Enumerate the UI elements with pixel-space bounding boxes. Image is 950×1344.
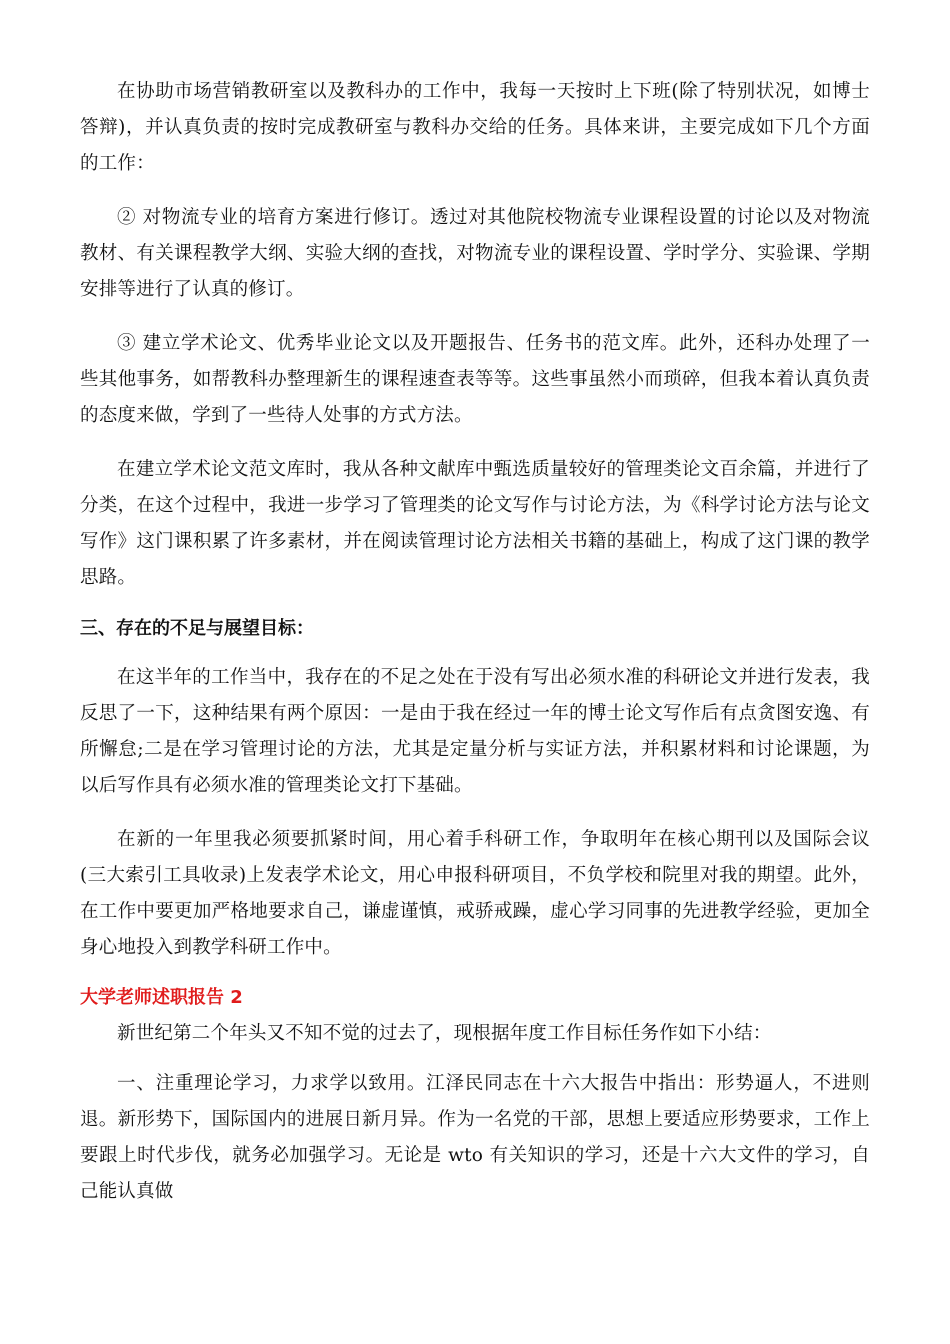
paragraph-outlook: 在新的一年里我必须要抓紧时间，用心着手科研工作，争取明年在核心期刊以及国际会议(三大索引工具收录)上发表学术论文，用心申报科研项目，不负学校和院里对我的期望。此外，在工作中要更加严格地要求自己，谦虚谨慎，戒骄戒躁，虚心学习同事的先进教学经验，更加全身心地投入到教学科研工作中。 [80,829,870,958]
paragraph-report2-intro: 新世纪第二个年头又不知不觉的过去了，现根据年度工作目标任务作如下小结： [117,1023,772,1044]
document-page [80,74,870,1228]
heading-shortcomings: 三、存在的不足与展望目标： [80,618,314,639]
paragraph-item-2: ② 对物流专业的培育方案进行修订。透过对其他院校物流专业课程设置的讨论以及对物流教材、有关课程教学大纲、实验大纲的查找，对物流专业的课程设置、学时学分、实验课、学期安排等进行了认真的修订。 [80,207,870,300]
section-title-report-2: 大学老师述职报告 2 [80,987,243,1008]
paragraph-library: 在建立学术论文范文库时，我从各种文献库中甄选质量较好的管理类论文百余篇，并进行了分类，在这个过程中，我进一步学习了管理类的论文写作与讨论方法，为《科学讨论方法与论文写作》这门课积累了许多素材，并在阅读管理讨论方法相关书籍的基础上，构成了这门课的教学思路。 [80,459,870,588]
paragraph-item-3: ③ 建立学术论文、优秀毕业论文以及开题报告、任务书的范文库。此外，还科办处理了一些其他事务，如帮教科办整理新生的课程速查表等等。这些事虽然小而琐碎，但我本着认真负责的态度来做，学到了一些待人处事的方式方法。 [80,333,870,426]
paragraph-report2-theory: 一、注重理论学习，力求学以致用。江泽民同志在十六大报告中指出：形势逼人，不进则退。新形势下，国际国内的进展日新月异。作为一名党的干部，思想上要适应形势要求，工作上要跟上时代步伐，就务必加强学习。无论是 wto 有关知识的学习，还是十六大文件的学习，自己能认真做 [80,1073,870,1202]
paragraph-intro: 在协助市场营销教研室以及教科办的工作中，我每一天按时上下班(除了特别状况，如博士答辩)，并认真负责的按时完成教研室与教科办交给的任务。具体来讲，主要完成如下几个方面的工作： [80,81,870,174]
paragraph-shortcomings: 在这半年的工作当中，我存在的不足之处在于没有写出必须水准的科研论文并进行发表，我反思了一下，这种结果有两个原因：一是由于我在经过一年的博士论文写作后有点贪图安逸、有所懈怠;二是在学习管理讨论的方法，尤其是定量分析与实证方法，并积累材料和讨论课题，为以后写作具有必须水准的管理类论文打下基础。 [80,667,870,796]
